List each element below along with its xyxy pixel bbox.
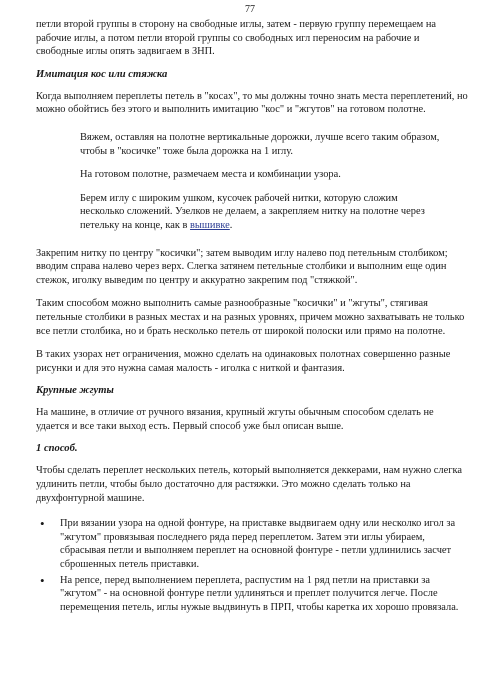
paragraph-machine: На машине, в отличие от ручного вязания, крупный жгуты обычным способом сделать не удается и все таки выход есть. Первый способ уже был описан выше. [36, 407, 434, 432]
indented-paragraph-3 [80, 192, 440, 233]
bullet-text-2: На репсе, перед выполнением переплета, распустим на 1 ряд петли на приставки за "жгутом" - на основной фонтуре петли удлиняться и преплет получится легче. После перемещения петель, иглы нужые выдвинуть в ПРП, чтобы каретка их хорошо провязала. [60, 574, 459, 613]
paragraph-intro: петли второй группы в сторону на свободные иглы, затем - первую группу перемещаем на рабочие иглы, а потом петли второй группы со свободных игл переносим на рабочие и свободные иглы опять задвигаем в ЗНП. [36, 19, 437, 58]
indented-paragraph-2: На готовом полотне, размечаем места и комбинации узора. [80, 169, 341, 181]
heading-method-1: 1 способ. [36, 443, 78, 455]
page-content [36, 18, 468, 616]
bullet-list [36, 517, 468, 614]
indented-paragraph-3-text: Берем иглу с широким ушком, кусочек рабочей нитки, которую сложим несколько сложений. Узелков не делаем, а закрепляем нитку на полотне через петельку на конце, как в [80, 192, 425, 231]
heading-large-braids: Крупные жгуты [36, 385, 114, 397]
paragraph-limits: В таких узорах нет ограничения, можно сделать на одинаковых полотнах совершенно разные рисунки и для это нужна самая малость - иголка с ниткой и фантазия. [36, 349, 451, 374]
paragraph-braids: Когда выполняем переплеты петель в "косах", то мы должны точно знать места переплетений, но можно обойтись без этого и выполнить имитацию "кос" и "жгутов" на готовом полотне. [36, 90, 468, 116]
bullet-dot-icon: • [40, 572, 45, 588]
page-number: 77 [245, 4, 255, 15]
bullet-item-2 [36, 574, 468, 615]
bullet-text-1: При вязании узора на одной фонтуре, на приставке выдвигаем одну или несколко игол за "жгутом" провязывая последнего ряда перед переплетом. Затем эти иглы убираем, сбрасывая петли и выполняем переплет на основной фонтуре - петли удлинились засчет сброшенных петель приставки. [60, 518, 456, 571]
bullet-dot-icon: • [40, 516, 45, 532]
bullet-item-1 [36, 517, 468, 571]
heading-imitation: Имитация кос или стяжка [36, 68, 168, 80]
paragraph-crossing: Чтобы сделать переплет нескольких петель, который выполняется деккерами, нам нужно слегка удлинить петли, чтобы было достаточно для растяжки. Это можно сделать только на двухфонтурной машине. [36, 465, 462, 504]
paragraph-fix: Закрепим нитку по центру "косички"; затем выводим иглу налево под петельным столбиком; вводим справа налево через верх. Слегка затянем петельные столбики и выполним еще один стежок, иголку выведим по центру и аккуратно закрепим под "стяжкой". [36, 247, 448, 286]
embroidery-link[interactable]: вышивке [190, 219, 230, 231]
paragraph-method: Таким способом можно выполнить самые разнообразные "косички" и "жгуты", стягивая петельные столбики в разных местах и на разных уровнях, причем можно захватывать не только все петли столбика, но и брать несколько петель от широкой полоски или прямо на полотне. [36, 298, 465, 337]
indented-paragraph-1: Вяжем, оставляя на полотне вертикальные дорожки, лучше всего таким образом, чтобы в "косичке" тоже была дорожка на 1 иглу. [80, 131, 440, 157]
indented-paragraph-3-end: . [229, 219, 233, 231]
